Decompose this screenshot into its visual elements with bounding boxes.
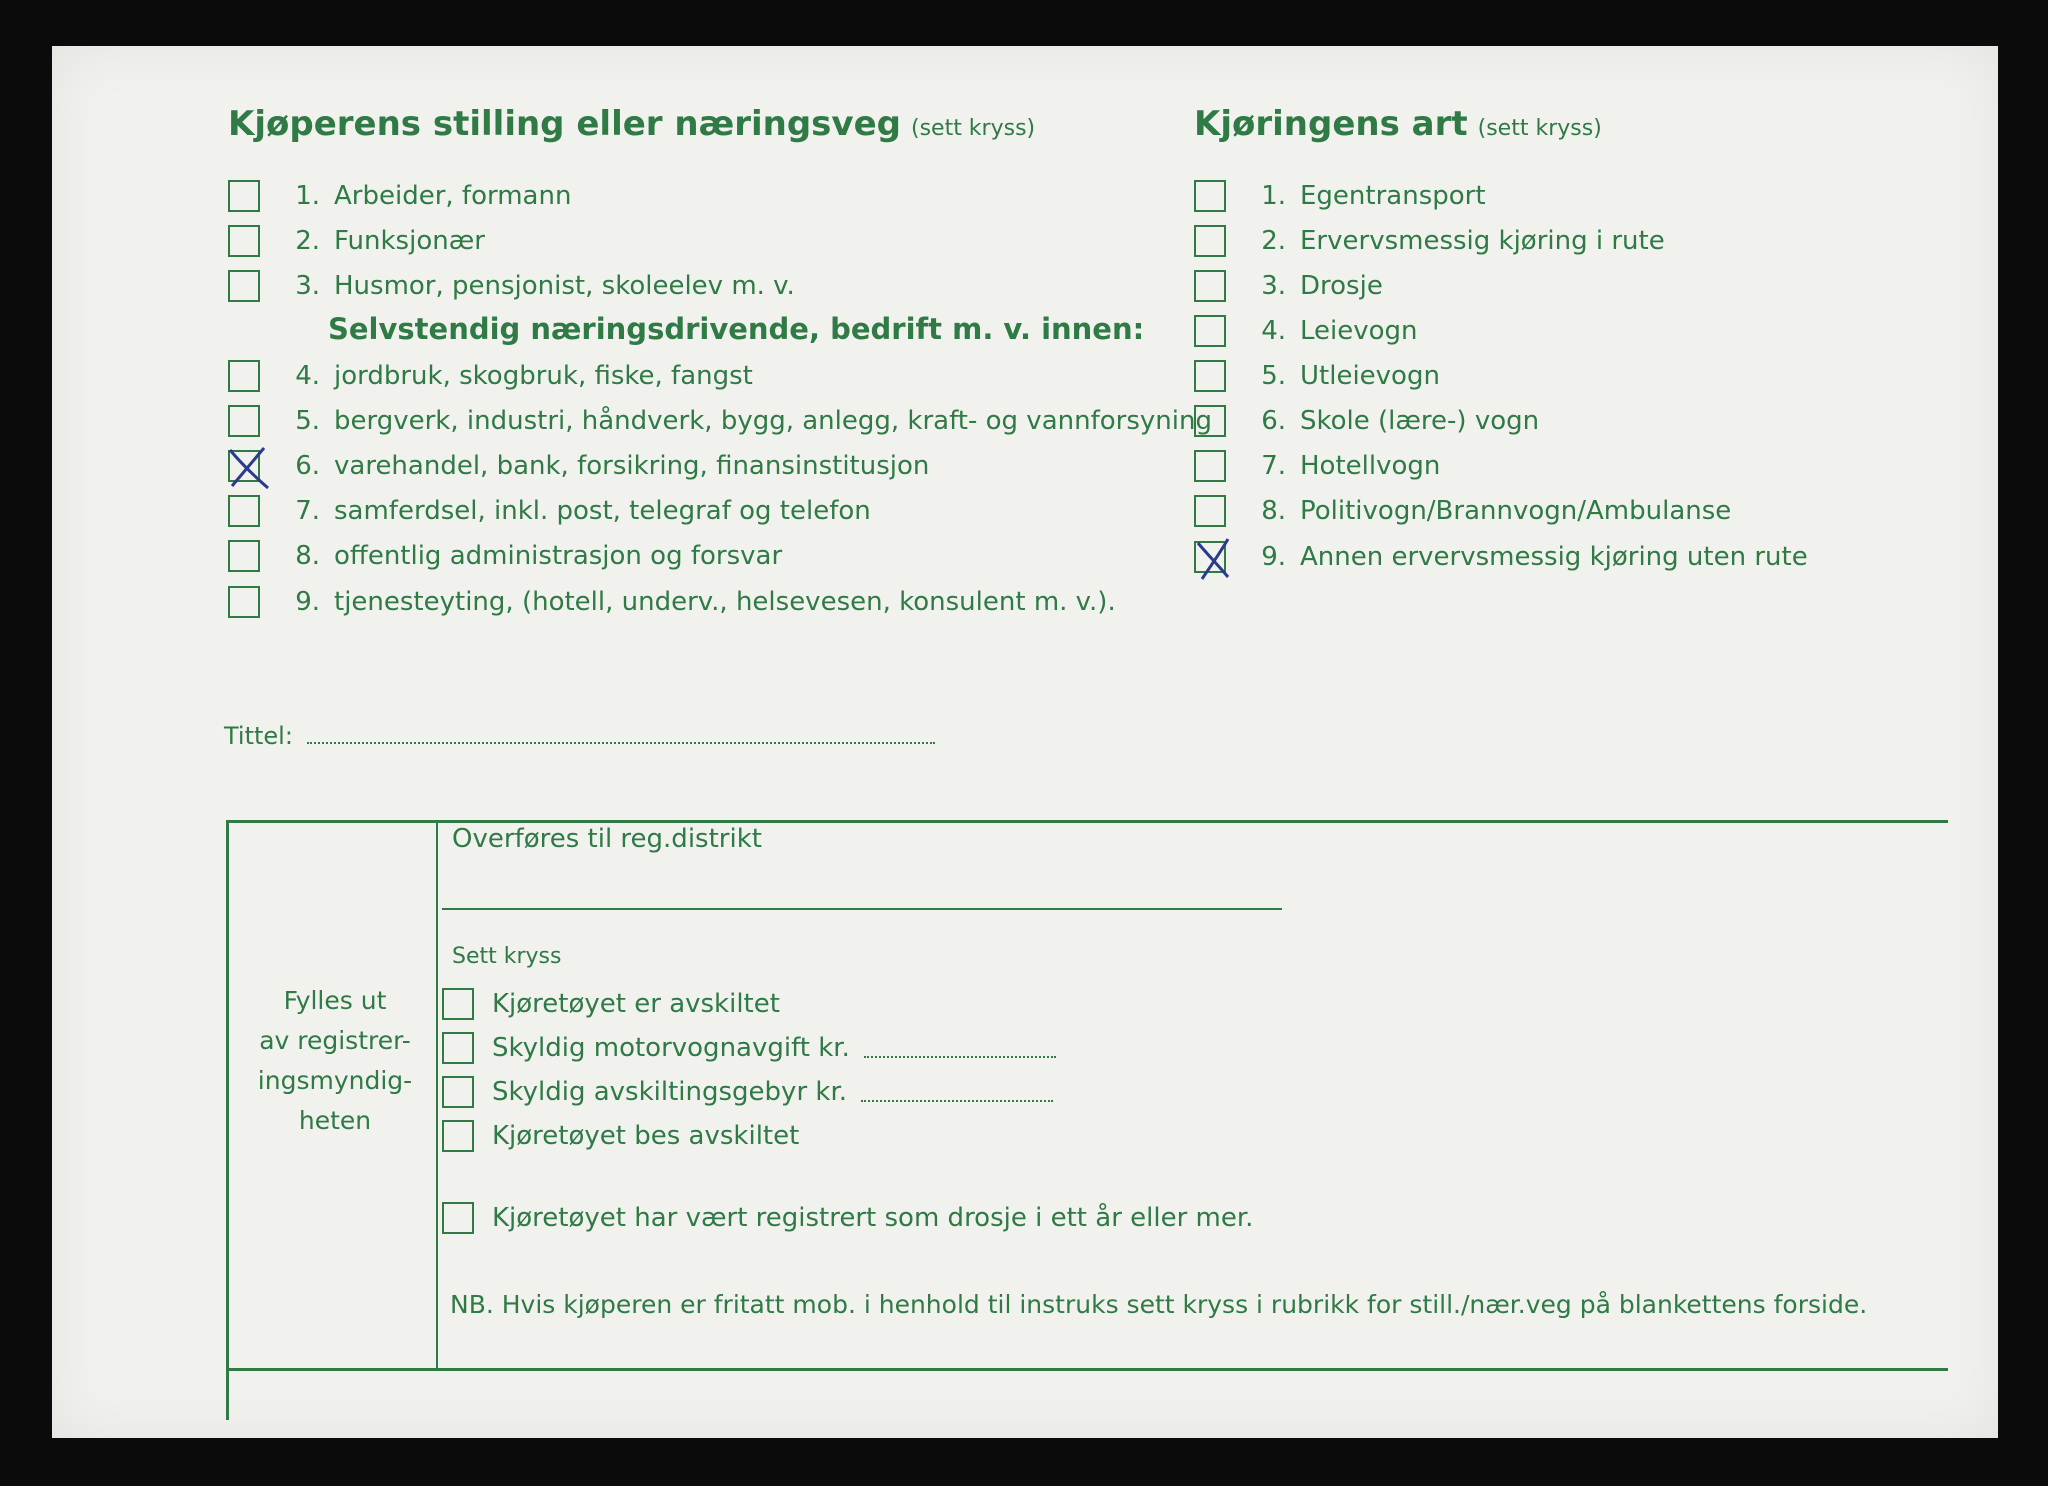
handwritten-x-mark [224, 444, 272, 492]
side-line: av registrer- [259, 1026, 411, 1055]
option-label: Hotellvogn [1300, 451, 1441, 481]
option-label: tjenesteyting, (hotell, underv., helsevesen, konsulent m. v.). [334, 587, 1116, 617]
buyer-occupation-title: Kjøperens stilling eller næringsveg [228, 104, 901, 144]
option-label: Ervervsmessig kjøring i rute [1300, 226, 1665, 256]
transfer-input-line[interactable] [442, 908, 1282, 910]
option-number: 1. [1261, 181, 1286, 211]
occupation-option-7[interactable] [228, 491, 871, 531]
authority-side-label [240, 981, 430, 1141]
checkbox[interactable] [442, 1202, 474, 1234]
driving-option-5[interactable] [1194, 356, 1440, 396]
buyer-occupation-heading [228, 104, 1035, 144]
checkbox[interactable] [1194, 180, 1226, 212]
self-employed-subheading: Selvstendig næringsdrivende, bedrift m. v. innen: [328, 312, 1145, 346]
option-label: offentlig administrasjon og forsvar [334, 541, 783, 571]
footnote: NB. Hvis kjøperen er fritatt mob. i henhold til instruks sett kryss i rubrikk for still./nær.veg på blankettens forside. [450, 1290, 1868, 1319]
checkbox-checked[interactable] [1194, 541, 1226, 573]
occupation-option-6[interactable] [228, 446, 929, 486]
title-input-line[interactable] [307, 738, 935, 744]
transfer-label: Overføres til reg.distrikt [452, 824, 762, 854]
authority-option-deregistration-fee[interactable] [442, 1072, 1053, 1112]
section-divider-rule [436, 820, 438, 1368]
form-sheet [52, 46, 1998, 1438]
section-top-rule [226, 820, 1948, 823]
checkbox-checked[interactable] [228, 450, 260, 482]
checkbox[interactable] [1194, 450, 1226, 482]
side-line: ingsmyndig- [257, 1066, 413, 1095]
driving-option-9[interactable] [1194, 537, 1808, 577]
occupation-option-1[interactable] [228, 176, 571, 216]
driving-option-6[interactable] [1194, 401, 1539, 441]
option-number: 9. [295, 587, 320, 617]
option-number: 8. [1261, 496, 1286, 526]
checkbox[interactable] [228, 360, 260, 392]
driving-option-4[interactable] [1194, 311, 1418, 351]
occupation-option-2[interactable] [228, 221, 485, 261]
checkbox[interactable] [442, 988, 474, 1020]
authority-option-vehicle-tax[interactable] [442, 1028, 1056, 1068]
option-number: 2. [1261, 226, 1286, 256]
option-number: 6. [1261, 406, 1286, 436]
checkbox[interactable] [1194, 225, 1226, 257]
option-label: Leievogn [1300, 316, 1418, 346]
driving-option-8[interactable] [1194, 491, 1731, 531]
checkbox[interactable] [228, 586, 260, 618]
title-label: Tittel: [224, 722, 293, 750]
option-label: bergverk, industri, håndverk, bygg, anlegg, kraft- og vannforsyning [334, 406, 1212, 436]
option-number: 8. [295, 541, 320, 571]
driving-type-hint: (sett kryss) [1477, 116, 1602, 141]
option-number: 4. [295, 361, 320, 391]
option-label: Drosje [1300, 271, 1383, 301]
amount-input-line[interactable] [861, 1096, 1053, 1102]
option-label: Husmor, pensjonist, skoleelev m. v. [334, 271, 795, 301]
option-number: 7. [295, 496, 320, 526]
option-label: Politivogn/Brannvogn/Ambulanse [1300, 496, 1732, 526]
option-label: Arbeider, formann [334, 181, 572, 211]
option-label: samferdsel, inkl. post, telegraf og telefon [334, 496, 871, 526]
option-label: Skole (lære-) vogn [1300, 406, 1540, 436]
option-number: 1. [295, 181, 320, 211]
option-number: 3. [1261, 271, 1286, 301]
mark-hint: Sett kryss [452, 944, 562, 969]
authority-option-taxi-history[interactable] [442, 1198, 1253, 1238]
option-label: varehandel, bank, forsikring, finansinstitusjon [334, 451, 930, 481]
option-label: Kjøretøyet er avskiltet [492, 989, 780, 1019]
checkbox[interactable] [1194, 495, 1226, 527]
checkbox[interactable] [1194, 360, 1226, 392]
handwritten-x-mark [1190, 535, 1238, 583]
option-label: Skyldig avskiltingsgebyr kr. [492, 1077, 848, 1107]
checkbox[interactable] [228, 225, 260, 257]
option-number: 3. [295, 271, 320, 301]
driving-type-title: Kjøringens art [1194, 104, 1468, 144]
option-number: 2. [295, 226, 320, 256]
driving-option-1[interactable] [1194, 176, 1486, 216]
checkbox[interactable] [1194, 270, 1226, 302]
side-line: Fylles ut [283, 986, 387, 1015]
side-line: heten [298, 1106, 372, 1135]
checkbox[interactable] [228, 495, 260, 527]
checkbox[interactable] [228, 540, 260, 572]
option-number: 4. [1261, 316, 1286, 346]
option-label: Kjøretøyet bes avskiltet [492, 1121, 800, 1151]
buyer-occupation-hint: (sett kryss) [910, 116, 1036, 141]
occupation-option-9[interactable] [228, 582, 1116, 622]
option-number: 9. [1261, 542, 1286, 572]
driving-option-2[interactable] [1194, 221, 1665, 261]
option-number: 5. [295, 406, 320, 436]
checkbox[interactable] [228, 270, 260, 302]
option-label: Funksjonær [334, 226, 485, 256]
option-label: Skyldig motorvognavgift kr. [492, 1033, 850, 1063]
authority-option-deregistered[interactable] [442, 984, 780, 1024]
option-label: Utleievogn [1300, 361, 1440, 391]
authority-option-request-deregistration[interactable] [442, 1116, 799, 1156]
option-number: 7. [1261, 451, 1286, 481]
checkbox[interactable] [1194, 315, 1226, 347]
checkbox[interactable] [442, 1120, 474, 1152]
option-label: jordbruk, skogbruk, fiske, fangst [334, 361, 753, 391]
section-left-rule [226, 820, 229, 1420]
checkbox[interactable] [442, 1076, 474, 1108]
driving-option-3[interactable] [1194, 266, 1383, 306]
option-label: Annen ervervsmessig kjøring uten rute [1300, 542, 1808, 572]
occupation-option-5[interactable] [228, 401, 1212, 441]
driving-type-heading [1194, 104, 1602, 144]
occupation-option-8[interactable] [228, 536, 782, 576]
checkbox[interactable] [228, 180, 260, 212]
section-bottom-rule [226, 1368, 1948, 1371]
option-label: Kjøretøyet har vært registrert som drosje i ett år eller mer. [492, 1203, 1254, 1233]
checkbox[interactable] [442, 1032, 474, 1064]
amount-input-line[interactable] [864, 1052, 1056, 1058]
title-field[interactable] [224, 722, 935, 750]
checkbox[interactable] [1194, 405, 1226, 437]
driving-option-7[interactable] [1194, 446, 1440, 486]
option-label: Egentransport [1300, 181, 1486, 211]
option-number: 6. [295, 451, 320, 481]
option-number: 5. [1261, 361, 1286, 391]
occupation-option-4[interactable] [228, 356, 753, 396]
occupation-option-3[interactable] [228, 266, 795, 306]
checkbox[interactable] [228, 405, 260, 437]
